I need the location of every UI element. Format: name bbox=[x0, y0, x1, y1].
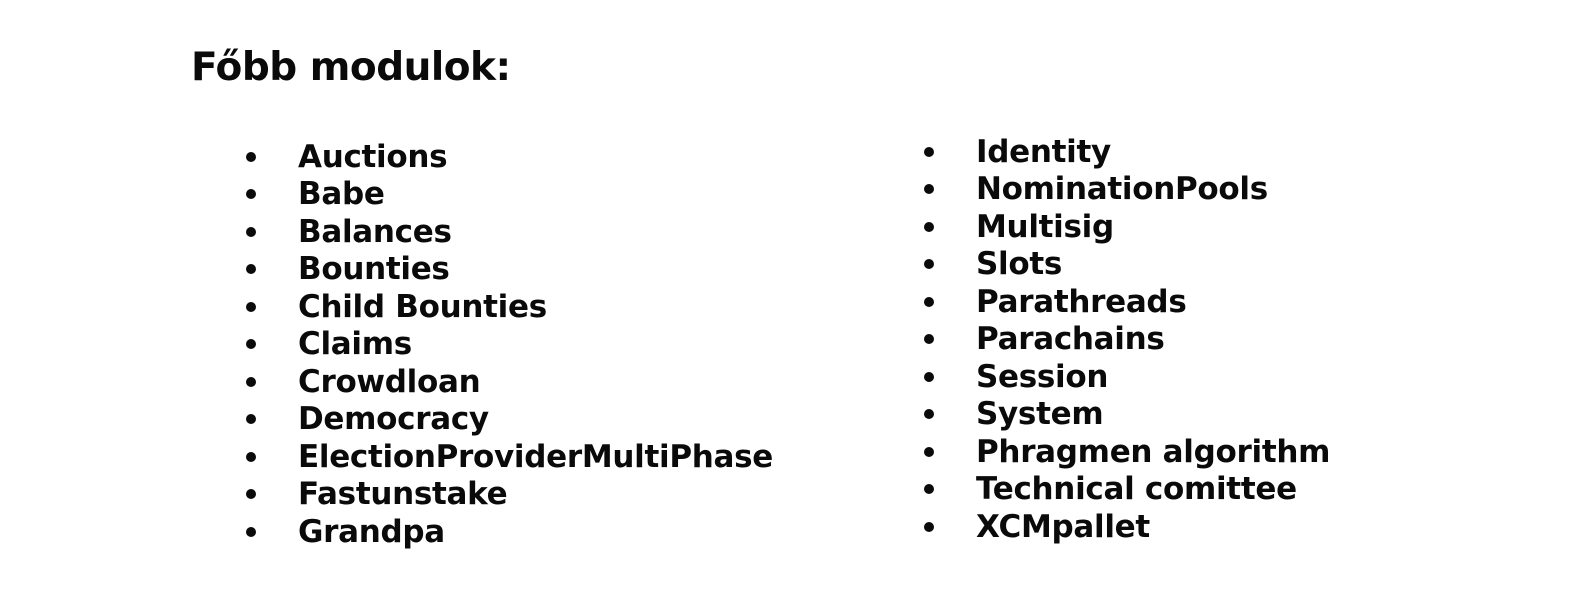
bullet-icon bbox=[246, 152, 256, 162]
bullet-icon bbox=[246, 527, 256, 537]
list-item-label: Multisig bbox=[976, 208, 1114, 245]
list-item-label: Slots bbox=[976, 246, 1063, 283]
bullet-icon bbox=[924, 184, 934, 194]
bullet-icon bbox=[246, 489, 256, 499]
list-item bbox=[243, 513, 773, 551]
module-list-right bbox=[921, 133, 1330, 546]
page-title: Főbb modulok: bbox=[191, 45, 511, 90]
list-item bbox=[243, 138, 773, 176]
list-item bbox=[921, 283, 1330, 321]
bullet-icon bbox=[924, 447, 934, 457]
list-item bbox=[243, 176, 773, 214]
list-item bbox=[243, 251, 773, 289]
list-item-label: Crowdloan bbox=[298, 363, 481, 400]
list-item bbox=[243, 288, 773, 326]
list-item bbox=[243, 438, 773, 476]
list-item bbox=[243, 363, 773, 401]
list-item-label: Session bbox=[976, 358, 1109, 395]
bullet-icon bbox=[246, 414, 256, 424]
list-item bbox=[243, 401, 773, 439]
list-item-label: Balances bbox=[298, 213, 452, 250]
list-item bbox=[921, 171, 1330, 209]
list-item-label: XCMpallet bbox=[976, 508, 1150, 545]
module-list-left bbox=[243, 138, 773, 551]
list-item-label: Identity bbox=[976, 133, 1111, 170]
bullet-icon bbox=[246, 452, 256, 462]
bullet-icon bbox=[246, 264, 256, 274]
bullet-icon bbox=[924, 297, 934, 307]
bullet-icon bbox=[924, 372, 934, 382]
list-item-label: ElectionProviderMultiPhase bbox=[298, 438, 774, 475]
list-item-label: Bounties bbox=[298, 251, 450, 288]
list-item-label: Parachains bbox=[976, 321, 1165, 358]
bullet-icon bbox=[246, 377, 256, 387]
bullet-icon bbox=[924, 222, 934, 232]
list-item bbox=[921, 133, 1330, 171]
list-item-label: Democracy bbox=[298, 401, 489, 438]
bullet-icon bbox=[924, 259, 934, 269]
list-item-label: System bbox=[976, 396, 1104, 433]
list-item-label: Phragmen algorithm bbox=[976, 433, 1331, 470]
bullet-icon bbox=[924, 334, 934, 344]
bullet-icon bbox=[246, 339, 256, 349]
list-item bbox=[921, 396, 1330, 434]
bullet-icon bbox=[924, 522, 934, 532]
bullet-icon bbox=[924, 484, 934, 494]
list-item bbox=[921, 321, 1330, 359]
bullet-icon bbox=[246, 227, 256, 237]
bullet-icon bbox=[924, 147, 934, 157]
list-item-label: Child Bounties bbox=[298, 288, 547, 325]
list-item bbox=[921, 358, 1330, 396]
bullet-icon bbox=[246, 302, 256, 312]
list-item bbox=[921, 508, 1330, 546]
list-item-label: Fastunstake bbox=[298, 476, 508, 513]
bullet-icon bbox=[924, 409, 934, 419]
list-item bbox=[921, 208, 1330, 246]
list-item bbox=[243, 476, 773, 514]
list-item-label: Parathreads bbox=[976, 283, 1187, 320]
list-item-label: Grandpa bbox=[298, 513, 445, 550]
list-item bbox=[921, 246, 1330, 284]
list-item bbox=[921, 433, 1330, 471]
list-item bbox=[921, 471, 1330, 509]
list-item-label: Babe bbox=[298, 176, 385, 213]
list-item-label: Auctions bbox=[298, 138, 448, 175]
list-item bbox=[243, 213, 773, 251]
list-item-label: Technical comittee bbox=[976, 471, 1297, 508]
list-item-label: Claims bbox=[298, 326, 412, 363]
bullet-icon bbox=[246, 189, 256, 199]
list-item-label: NominationPools bbox=[976, 171, 1268, 208]
list-item bbox=[243, 326, 773, 364]
